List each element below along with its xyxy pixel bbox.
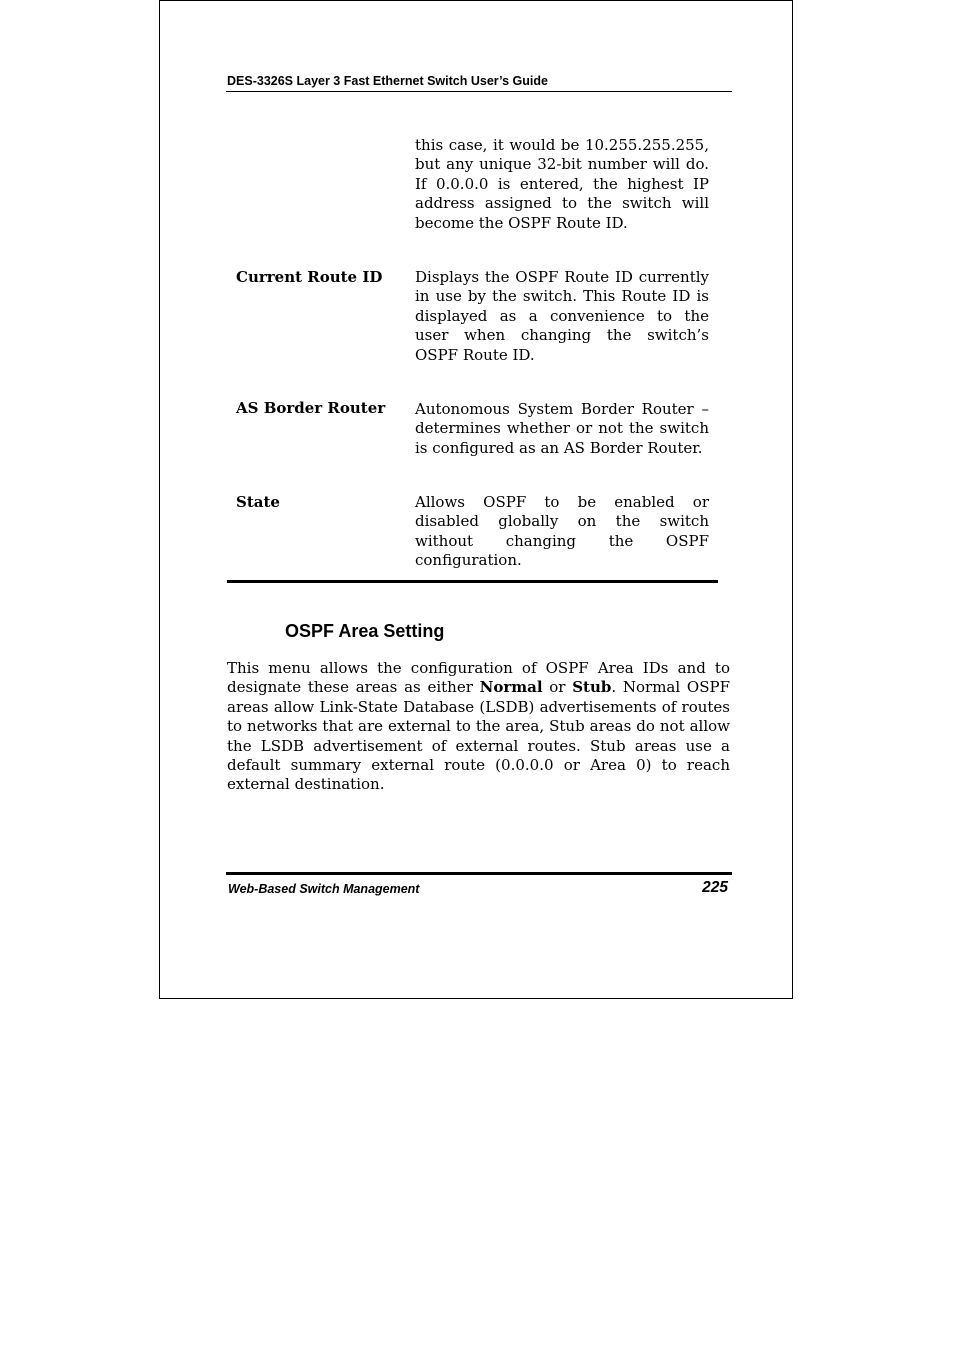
paragraph-text: . Normal OSPF areas allow Link-State Database (LSDB) advertisements of routes to networks that are external to the area, Stub areas do not allow the LSDB advertisement of external routes. Stub areas use a default summary external route (0.0.0.0 or Area 0) to reach external destination. <box>227 678 730 794</box>
section-paragraph <box>227 659 730 795</box>
paragraph-text: or <box>542 678 573 697</box>
paragraph-bold-stub: Stub <box>572 678 612 697</box>
page-number: 225 <box>702 879 728 896</box>
definition-description-as-border-router: Autonomous System Border Router – determines whether or not the switch is configured as an AS Border Router. <box>415 400 709 457</box>
definition-description-state: Allows OSPF to be enabled or disabled globally on the switch without changing the OSPF configuration. <box>415 493 709 570</box>
definition-description-route-id-continued: this case, it would be 10.255.255.255, but any unique 32-bit number will do. If 0.0.0.0 is entered, the highest IP address assigned to the switch will become the OSPF Route ID. <box>415 136 709 232</box>
paragraph-bold-normal: Normal <box>479 678 543 697</box>
definition-term-current-route-id: Current Route ID <box>236 268 383 286</box>
paragraph-text: This menu allows the configuration of OSPF Area IDs and to designate these areas as either <box>227 659 730 697</box>
definition-term-state: State <box>236 493 280 511</box>
header-rule <box>226 91 732 92</box>
running-header: DES-3326S Layer 3 Fast Ethernet Switch User’s Guide <box>227 74 548 88</box>
section-heading: OSPF Area Setting <box>285 621 445 641</box>
definition-description-current-route-id: Displays the OSPF Route ID currently in use by the switch. This Route ID is displayed as a convenience to the user when changing the switch’s OSPF Route ID. <box>415 268 709 364</box>
footer-rule <box>226 872 732 875</box>
footer-title: Web-Based Switch Management <box>228 882 420 896</box>
table-bottom-rule <box>227 580 718 583</box>
definition-term-as-border-router: AS Border Router <box>236 399 386 417</box>
